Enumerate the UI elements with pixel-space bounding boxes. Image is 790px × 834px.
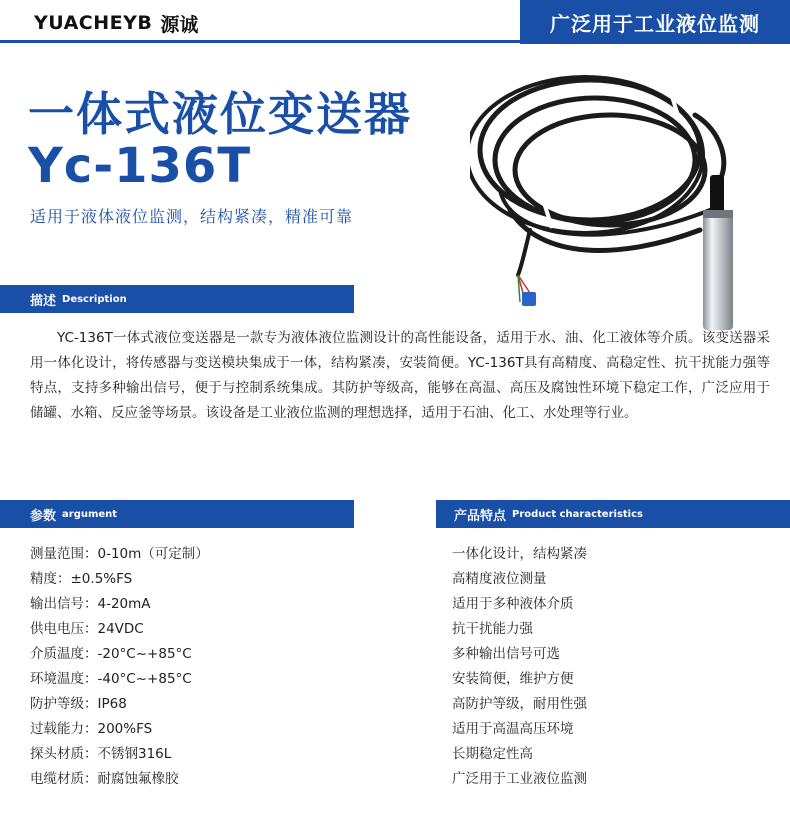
level-transmitter-image — [470, 60, 770, 340]
feature-item: 安装简便，维护方便 — [452, 671, 574, 687]
features-list — [452, 542, 587, 792]
brand-name-en: YUACHEYB — [34, 12, 153, 34]
parameters-title-en: argument — [62, 508, 118, 520]
product-title: 一体式液位变送器 — [28, 87, 412, 141]
product-subtitle: 适用于液体液位监测，结构紧凑，精准可靠 — [30, 207, 354, 226]
features-title-cn: 产品特点 — [454, 508, 507, 524]
feature-item: 高精度液位测量 — [452, 571, 547, 587]
parameter-item: 测量范围：0-10m（可定制） — [30, 546, 209, 562]
parameter-item: 环境温度：-40°C~+85°C — [30, 671, 192, 687]
parameters-header — [0, 500, 354, 528]
description-title-cn: 描述 — [30, 293, 57, 309]
parameter-item: 探头材质：不锈钢316L — [30, 746, 172, 762]
header-rule — [0, 40, 520, 43]
parameter-item: 过载能力：200%FS — [30, 721, 153, 737]
parameter-item: 供电电压：24VDC — [30, 621, 144, 637]
header-banner: 广泛用于工业液位监测 — [520, 0, 790, 44]
feature-item: 一体化设计，结构紧凑 — [452, 546, 587, 562]
features-title-en: Product characteristics — [512, 508, 643, 520]
features-header — [436, 500, 790, 528]
parameters-title-cn: 参数 — [30, 508, 57, 524]
brand-name-cn: 源诚 — [160, 13, 199, 36]
parameters-list — [30, 542, 209, 792]
parameter-item: 精度：±0.5%FS — [30, 571, 133, 587]
parameter-item: 输出信号：4-20mA — [30, 596, 151, 612]
feature-item: 适用于多种液体介质 — [452, 596, 574, 612]
description-text: YC-136T一体式液位变送器是一款专为液体液位监测设计的高性能设备，适用于水、油、化工液体等介质。该变送器采用一体化设计，将传感器与变送模块集成于一体，结构紧凑，安装简便。YC-136T具有高精度、高稳定性、抗干扰能力强等特点，支持多种输出信号，便于与控制系统集成。其防护等级高，能够在高温、高压及腐蚀性环境下稳定工作，广泛应用于储罐、水箱、反应釜等场景。该设备是工业液位监测的理想选择，适用于石油、化工、水处理等行业。 — [30, 330, 770, 421]
product-model: Yc-136T — [28, 138, 252, 194]
description-header — [0, 285, 354, 313]
description-title-en: Description — [62, 293, 127, 305]
parameter-item: 电缆材质：耐腐蚀氟橡胶 — [30, 771, 179, 787]
feature-item: 高防护等级，耐用性强 — [452, 696, 587, 712]
feature-item: 多种输出信号可选 — [452, 646, 560, 662]
feature-item: 长期稳定性高 — [452, 746, 533, 762]
parameter-item: 防护等级：IP68 — [30, 696, 127, 712]
parameter-item: 介质温度：-20°C~+85°C — [30, 646, 192, 662]
feature-item: 适用于高温高压环境 — [452, 721, 574, 737]
feature-item: 广泛用于工业液位监测 — [452, 771, 587, 787]
feature-item: 抗干扰能力强 — [452, 621, 533, 637]
brand-logo — [34, 8, 198, 38]
